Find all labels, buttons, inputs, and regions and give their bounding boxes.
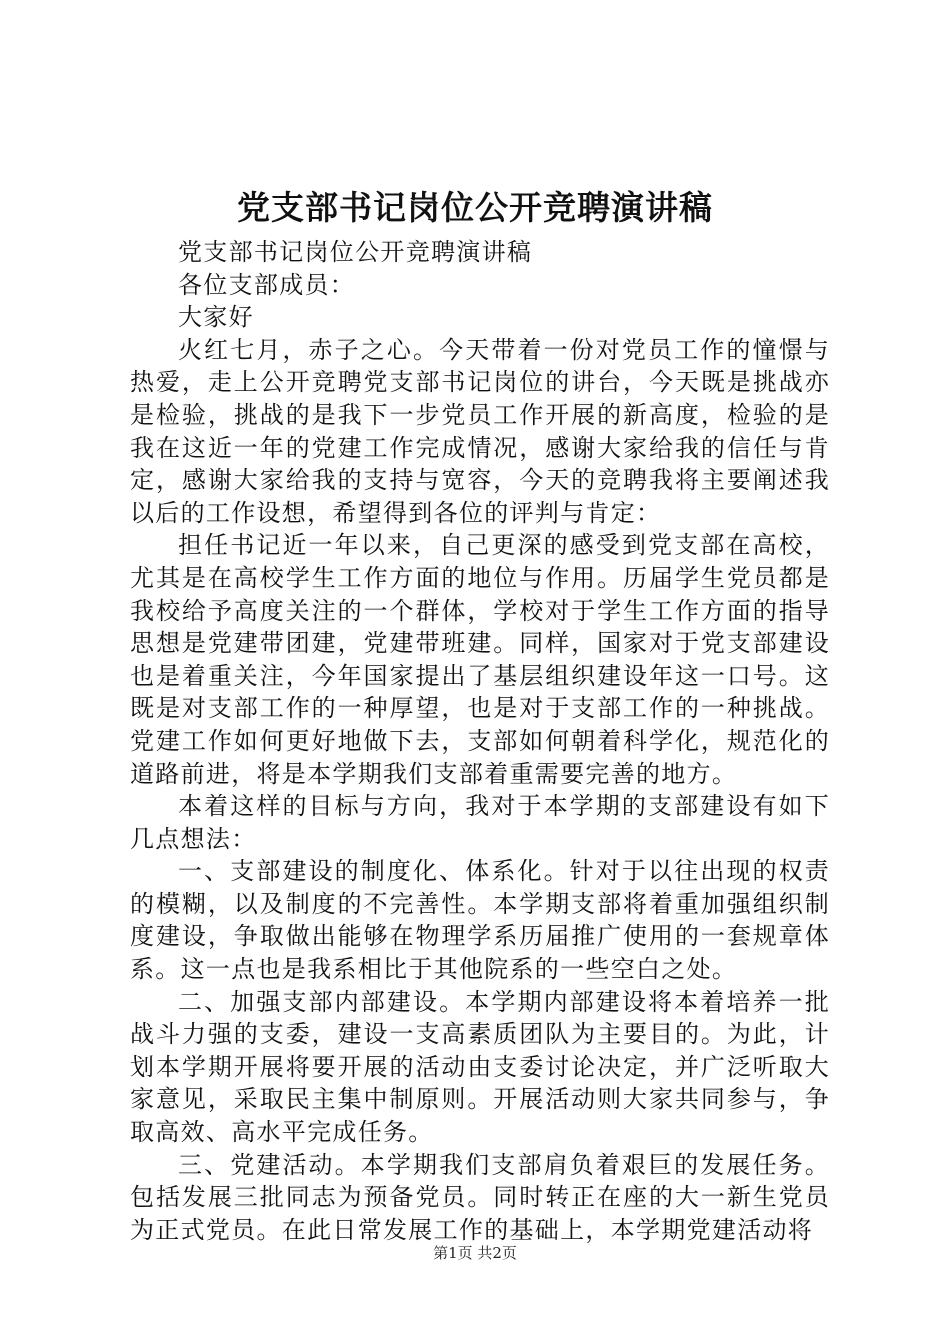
paragraph-point-two: 二、加强支部内部建设。本学期内部建设将本着培养一批战斗力强的支委，建设一支高素质团队为主要目的。为此，计划本学期开展将要开展的活动由支委讨论决定，并广泛听取大家意见，采取民主集中制原则。开展活动则大家共同参与，争取高效、高水平完成任务。	[130, 987, 830, 1147]
document-title: 党支部书记岗位公开竞聘演讲稿	[237, 188, 713, 227]
page-footer: 第1页 共2页	[433, 1244, 517, 1262]
paragraph-greeting: 大家好	[178, 303, 254, 332]
paragraph-intro-ideas: 本着这样的目标与方向，我对于本学期的支部建设有如下几点想法：	[130, 792, 830, 853]
paragraph-point-three: 三、党建活动。本学期我们支部肩负着艰巨的发展任务。包括发展三批同志为预备党员。同时转正在座的大一新生党员为正式党员。在此日常发展工作的基础上，本学期党建活动将	[130, 1150, 830, 1244]
paragraph-subtitle: 党支部书记岗位公开竞聘演讲稿	[178, 238, 533, 266]
document-body	[130, 236, 830, 1246]
paragraph-point-one: 一、支部建设的制度化、体系化。针对于以往出现的权责的模糊，以及制度的不完善性。本学期支部将着重加强组织制度建设，争取做出能够在物理学系历届推广使用的一套规章体系。这一点也是我系相比于其他院系的一些空白之处。	[130, 857, 830, 984]
paragraph-opening: 火红七月，赤子之心。今天带着一份对党员工作的憧憬与热爱，走上公开竞聘党支部书记岗位的讲台，今天既是挑战亦是检验，挑战的是我下一步党员工作开展的新高度，检验的是我在这近一年的党建工作完成情况，感谢大家给我的信任与肯定，感谢大家给我的支持与宽容，今天的竞聘我将主要阐述我以后的工作设想，希望得到各位的评判与肯定：	[130, 335, 830, 527]
paragraph-background: 担任书记近一年以来，自己更深的感受到党支部在高校，尤其是在高校学生工作方面的地位与作用。历届学生党员都是我校给予高度关注的一个群体，学校对于学生工作方面的指导思想是党建带团建，党建带班建。同样，国家对于党支部建设也是着重关注，今年国家提出了基层组织建设年这一口号。这既是对支部工作的一种厚望，也是对于支部工作的一种挑战。党建工作如何更好地做下去，支部如何朝着科学化，规范化的道路前进，将是本学期我们支部着重需要完善的地方。	[130, 531, 830, 788]
paragraph-salutation: 各位支部成员：	[178, 270, 356, 299]
